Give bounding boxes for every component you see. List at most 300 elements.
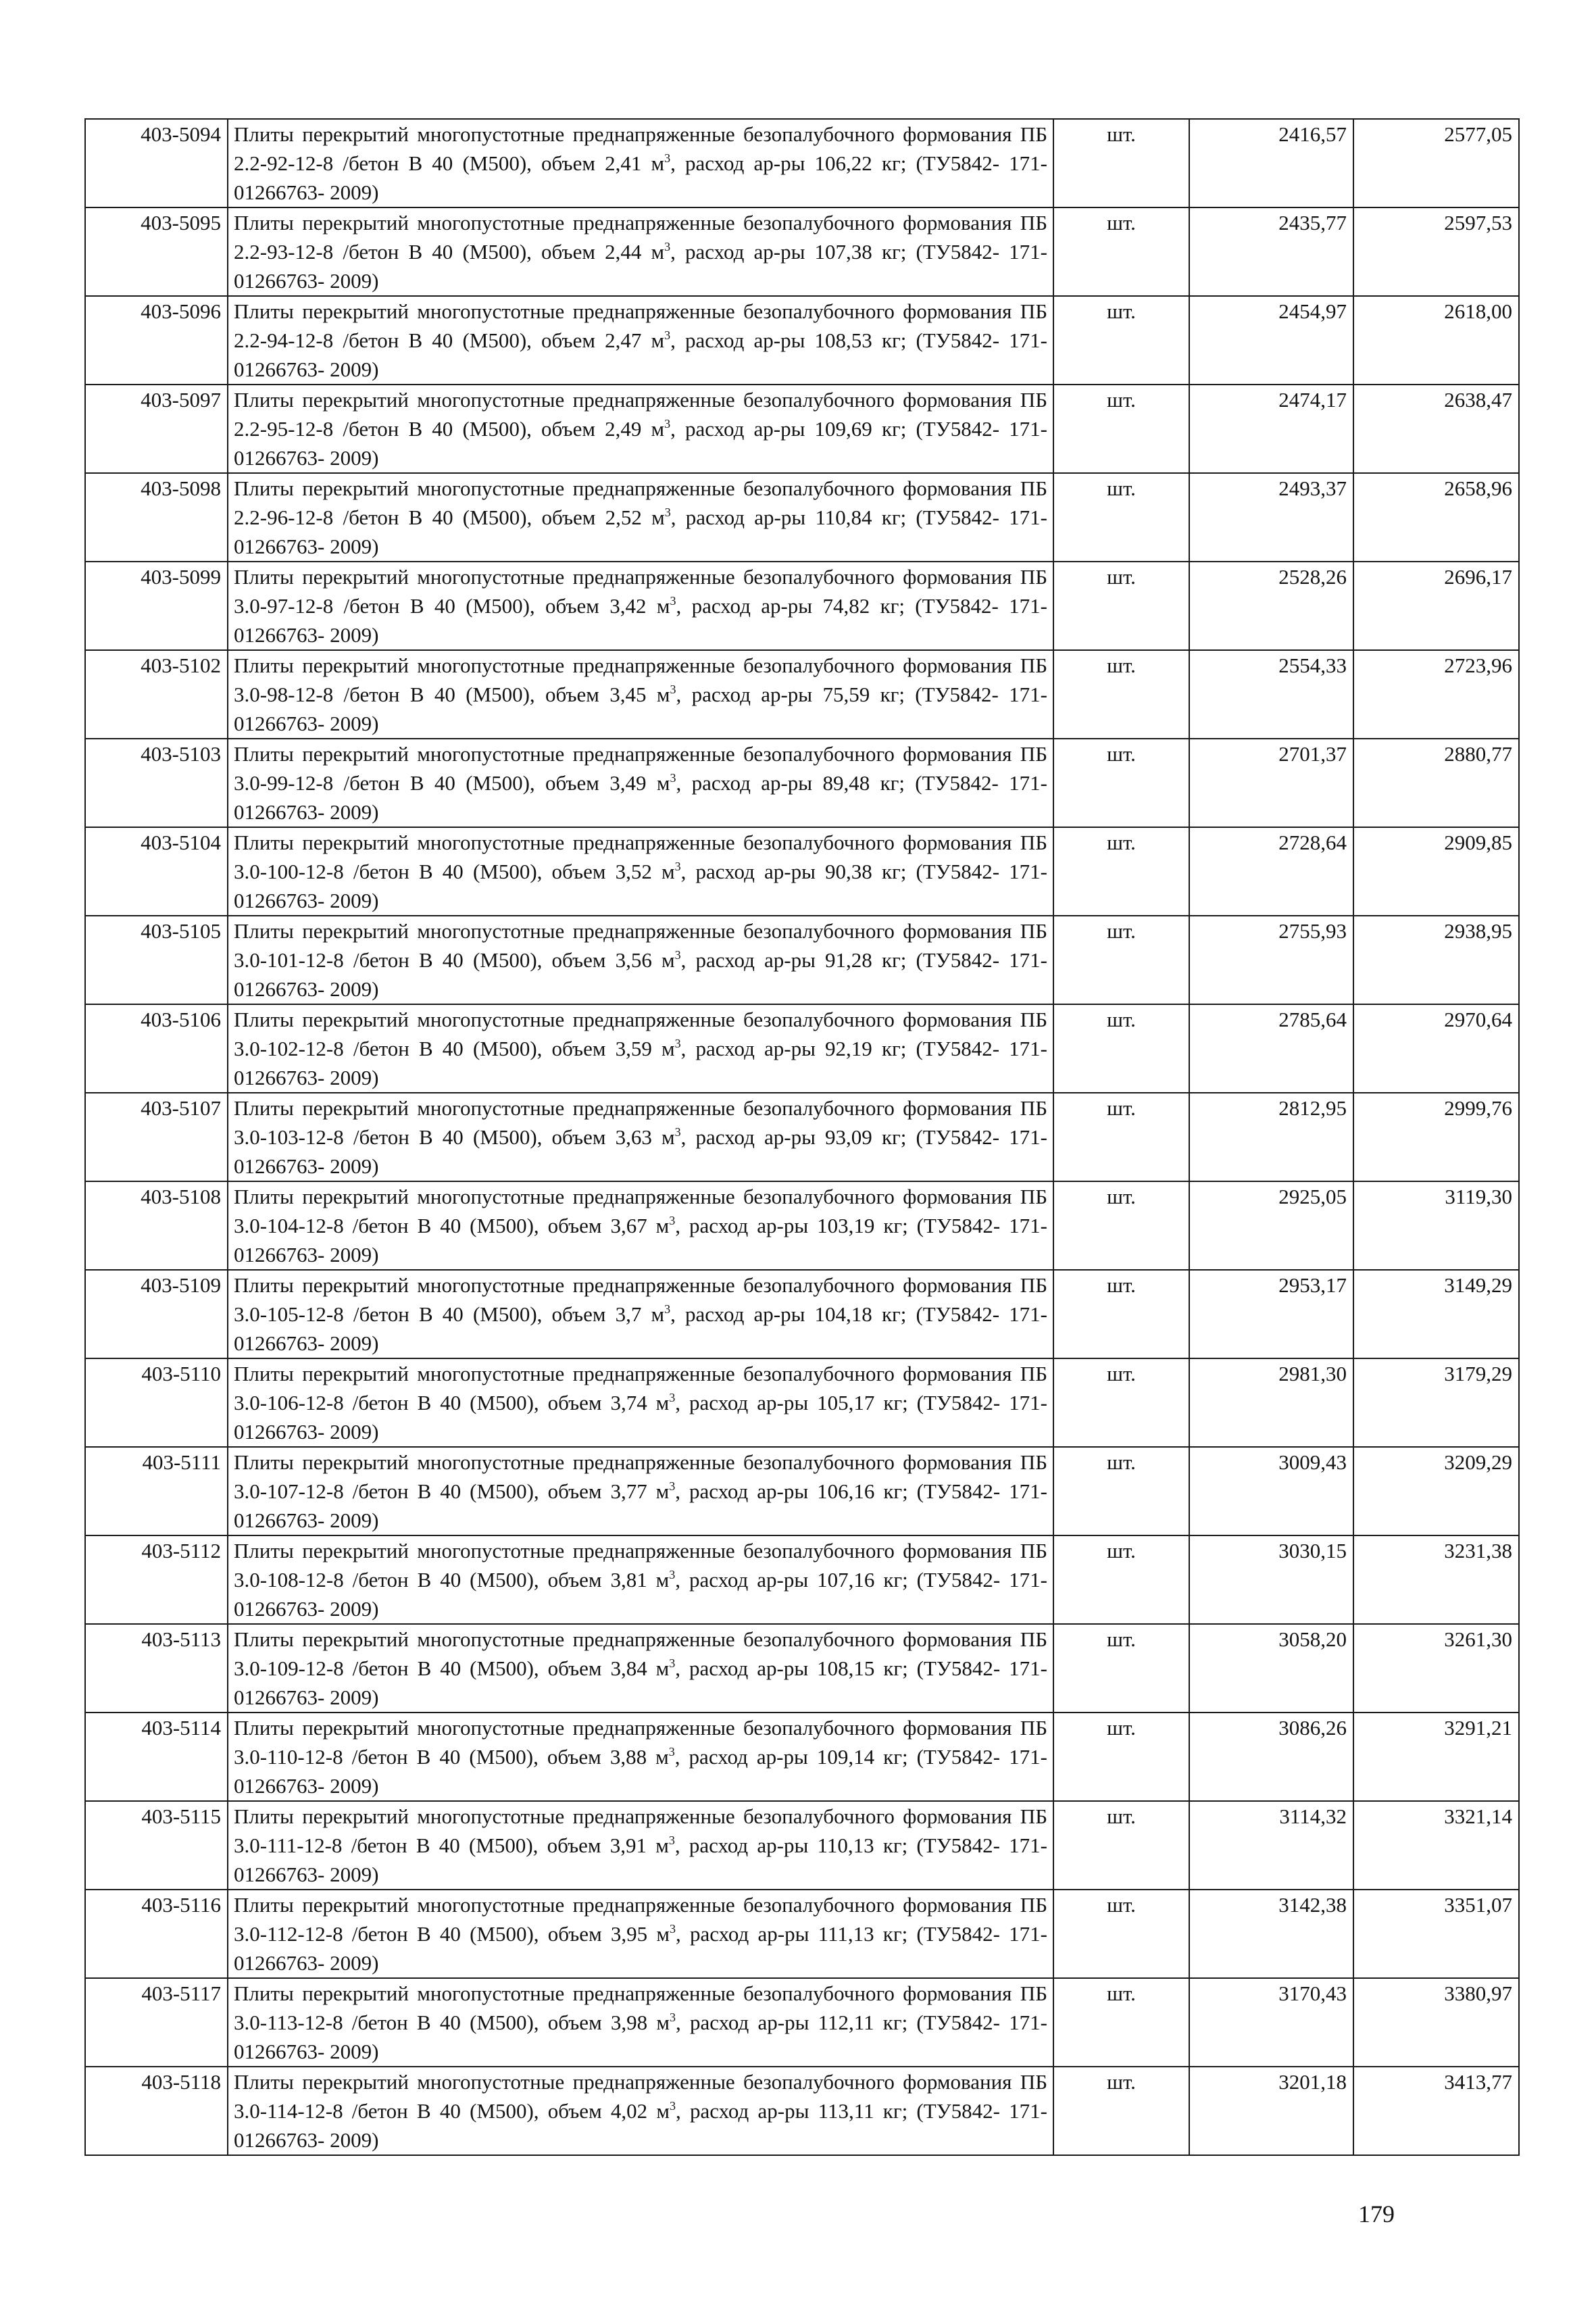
price-column-2 [1353,1358,1519,1447]
price-1-text: 3114,32 [1279,1804,1347,1828]
description-tail: , расход ар-ры 109,69 кг; (ТУ5842- 171- 01266763- 2009) [234,417,1047,470]
table-row [85,1535,1519,1624]
description-tail: , расход ар-ры 93,09 кг; (ТУ5842- 171- 01266763- 2009) [234,1125,1047,1178]
unit-text: шт. [1107,565,1136,589]
price-1-text: 2812,95 [1278,1096,1347,1120]
price-column-2 [1353,1181,1519,1270]
unit-text: шт. [1107,2070,1136,2094]
item-description [228,1093,1053,1181]
price-column-2 [1353,385,1519,473]
item-code-text: 403-5111 [142,1450,221,1474]
table-row [85,473,1519,562]
item-code-text: 403-5107 [141,1096,221,1120]
price-2-text: 2938,95 [1444,919,1512,943]
price-column-2 [1353,2067,1519,2155]
item-code-text: 403-5112 [141,1539,221,1562]
price-column-1 [1189,1181,1353,1270]
item-code-text: 403-5109 [141,1273,221,1297]
unit-text: шт. [1107,1716,1136,1740]
price-1-text: 2728,64 [1278,831,1347,854]
description-text: Плиты перекрытий многопустотные преднапряженные безопалубочного формования ПБ 3.0-107-12-8 /бетон В 40 (М500), объем 3,77 м [234,1450,1047,1503]
unit-text: шт. [1107,299,1136,323]
price-2-text: 3380,97 [1444,1981,1512,2005]
table-row [85,650,1519,739]
unit-text: шт. [1107,211,1136,235]
price-column-2 [1353,1447,1519,1535]
unit-superscript: 3 [664,240,671,253]
price-1-text: 2925,05 [1278,1185,1347,1208]
price-1-text: 3009,43 [1278,1450,1347,1474]
item-code-text: 403-5096 [141,299,221,323]
item-code [85,650,228,739]
price-1-text: 2416,57 [1278,122,1347,146]
description-tail: , расход ар-ры 107,16 кг; (ТУ5842- 171- 01266763- 2009) [234,1568,1047,1621]
unit-text: шт. [1107,1539,1136,1562]
item-description [228,385,1053,473]
item-description [228,739,1053,827]
price-2-text: 2970,64 [1444,1008,1512,1031]
description-text: Плиты перекрытий многопустотные преднапряженные безопалубочного формования ПБ 3.0-111-12-8 /бетон В 40 (М500), объем 3,91 м [234,1804,1047,1857]
unit-text: шт. [1107,831,1136,854]
unit-superscript: 3 [670,2099,676,2113]
description-tail: , расход ар-ры 106,22 кг; (ТУ5842- 171- 01266763- 2009) [234,151,1047,204]
description-text: Плиты перекрытий многопустотные преднапряженные безопалубочного формования ПБ 2.2-95-12-8 /бетон В 40 (М500), объем 2,49 м [234,388,1047,441]
item-unit [1053,739,1189,827]
price-column-2 [1353,119,1519,207]
item-code-text: 403-5105 [141,919,221,943]
price-1-text: 3086,26 [1278,1716,1347,1740]
item-description [228,1890,1053,1978]
price-column-2 [1353,207,1519,296]
item-code-text: 403-5113 [141,1627,221,1651]
price-column-1 [1189,1713,1353,1801]
price-2-text: 2880,77 [1444,742,1512,766]
unit-superscript: 3 [668,1745,675,1758]
price-column-1 [1189,1447,1353,1535]
price-2-text: 2618,00 [1444,299,1512,323]
price-column-1 [1189,207,1353,296]
description-text: Плиты перекрытий многопустотные преднапряженные безопалубочного формования ПБ 3.0-114-12-8 /бетон В 40 (М500), объем 4,02 м [234,2070,1047,2123]
price-column-1 [1189,1978,1353,2067]
item-code-text: 403-5098 [141,476,221,500]
unit-superscript: 3 [674,1125,681,1139]
item-code-text: 403-5114 [141,1716,221,1740]
unit-superscript: 3 [664,1302,671,1316]
price-column-1 [1189,827,1353,916]
price-column-1 [1189,1801,1353,1890]
item-code-text: 403-5095 [141,211,221,235]
description-text: Плиты перекрытий многопустотные преднапряженные безопалубочного формования ПБ 3.0-98-12-8 /бетон В 40 (М500), объем 3,45 м [234,654,1047,706]
description-tail: , расход ар-ры 107,38 кг; (ТУ5842- 171- 01266763- 2009) [234,240,1047,293]
price-column-1 [1189,473,1353,562]
item-description [228,296,1053,385]
unit-superscript: 3 [670,771,676,785]
price-column-1 [1189,1358,1353,1447]
unit-superscript: 3 [669,1214,676,1227]
price-column-2 [1353,739,1519,827]
item-code [85,827,228,916]
item-code-text: 403-5099 [141,565,221,589]
price-column-1 [1189,296,1353,385]
item-code [85,1270,228,1358]
item-unit [1053,827,1189,916]
item-code [85,1624,228,1713]
description-text: Плиты перекрытий многопустотные преднапряженные безопалубочного формования ПБ 3.0-108-12-8 /бетон В 40 (М500), объем 3,81 м [234,1539,1047,1592]
item-description [228,1535,1053,1624]
item-unit [1053,1801,1189,1890]
price-2-text: 3179,29 [1444,1362,1512,1385]
description-text: Плиты перекрытий многопустотные преднапряженные безопалубочного формования ПБ 3.0-106-12-8 /бетон В 40 (М500), объем 3,74 м [234,1362,1047,1414]
item-code-text: 403-5102 [141,654,221,677]
item-unit [1053,207,1189,296]
price-1-text: 2554,33 [1278,654,1347,677]
item-code [85,1358,228,1447]
item-code [85,562,228,650]
price-column-2 [1353,1535,1519,1624]
description-tail: , расход ар-ры 110,13 кг; (ТУ5842- 171- 01266763- 2009) [234,1833,1048,1886]
unit-superscript: 3 [670,1922,676,1936]
description-text: Плиты перекрытий многопустотные преднапряженные безопалубочного формования ПБ 2.2-94-12-8 /бетон В 40 (М500), объем 2,47 м [234,299,1047,352]
description-tail: , расход ар-ры 89,48 кг; (ТУ5842- 171- 01266763- 2009) [234,771,1047,824]
item-code-text: 403-5108 [141,1185,221,1208]
price-column-1 [1189,562,1353,650]
price-2-text: 3351,07 [1444,1893,1512,1917]
price-1-text: 2953,17 [1278,1273,1347,1297]
unit-superscript: 3 [664,151,671,165]
table-row [85,1624,1519,1713]
price-column-2 [1353,562,1519,650]
description-tail: , расход ар-ры 106,16 кг; (ТУ5842- 171- 01266763- 2009) [234,1479,1047,1532]
item-code [85,1447,228,1535]
item-unit [1053,1535,1189,1624]
item-unit [1053,296,1189,385]
unit-text: шт. [1107,1273,1136,1297]
item-unit [1053,2067,1189,2155]
price-2-text: 2638,47 [1444,388,1512,412]
price-column-1 [1189,119,1353,207]
price-column-1 [1189,1890,1353,1978]
description-text: Плиты перекрытий многопустотные преднапряженные безопалубочного формования ПБ 3.0-103-12-8 /бетон В 40 (М500), объем 3,63 м [234,1096,1047,1149]
item-description [228,1270,1053,1358]
price-1-text: 3201,18 [1278,2070,1347,2094]
price-column-2 [1353,1624,1519,1713]
unit-superscript: 3 [674,948,681,962]
description-tail: , расход ар-ры 113,11 кг; (ТУ5842- 171- 01266763- 2009) [234,2099,1047,2152]
price-2-text: 2577,05 [1444,122,1512,146]
price-column-1 [1189,916,1353,1004]
description-tail: , расход ар-ры 74,82 кг; (ТУ5842- 171- 01266763- 2009) [234,594,1047,647]
price-column-2 [1353,1713,1519,1801]
price-column-2 [1353,1978,1519,2067]
price-2-text: 3119,30 [1445,1185,1512,1208]
item-code [85,207,228,296]
item-code [85,1978,228,2067]
description-tail: , расход ар-ры 110,84 кг; (ТУ5842- 171- 01266763- 2009) [234,506,1047,558]
item-code [85,1801,228,1890]
item-unit [1053,650,1189,739]
price-1-text: 2755,93 [1278,919,1347,943]
unit-superscript: 3 [669,1656,676,1670]
unit-superscript: 3 [670,683,676,696]
unit-text: шт. [1107,1450,1136,1474]
price-1-text: 2785,64 [1278,1008,1347,1031]
unit-text: шт. [1107,476,1136,500]
price-column-1 [1189,739,1353,827]
price-column-2 [1353,1890,1519,1978]
price-1-text: 3170,43 [1278,1981,1347,2005]
item-unit [1053,1713,1189,1801]
price-column-1 [1189,650,1353,739]
price-1-text: 2981,30 [1278,1362,1347,1385]
description-tail: , расход ар-ры 91,28 кг; (ТУ5842- 171- 01266763- 2009) [234,948,1047,1001]
unit-superscript: 3 [664,417,671,430]
price-1-text: 2493,37 [1278,476,1347,500]
item-description [228,916,1053,1004]
description-text: Плиты перекрытий многопустотные преднапряженные безопалубочного формования ПБ 2.2-92-12-8 /бетон В 40 (М500), объем 2,41 м [234,122,1047,175]
price-1-text: 2701,37 [1278,742,1347,766]
price-column-2 [1353,1093,1519,1181]
description-text: Плиты перекрытий многопустотные преднапряженные безопалубочного формования ПБ 3.0-109-12-8 /бетон В 40 (М500), объем 3,84 м [234,1627,1047,1680]
item-code-text: 403-5118 [141,2070,221,2094]
table-row [85,207,1519,296]
description-text: Плиты перекрытий многопустотные преднапряженные безопалубочного формования ПБ 3.0-97-12-8 /бетон В 40 (М500), объем 3,42 м [234,565,1047,618]
price-column-1 [1189,1270,1353,1358]
unit-text: шт. [1107,388,1136,412]
item-code [85,1713,228,1801]
item-unit [1053,473,1189,562]
item-description [228,207,1053,296]
item-unit [1053,1447,1189,1535]
item-unit [1053,562,1189,650]
item-unit [1053,385,1189,473]
item-unit [1053,1181,1189,1270]
item-code-text: 403-5094 [141,122,221,146]
description-text: Плиты перекрытий многопустотные преднапряженные безопалубочного формования ПБ 3.0-99-12-8 /бетон В 40 (М500), объем 3,49 м [234,742,1047,795]
price-2-text: 3261,30 [1444,1627,1512,1651]
item-description [228,1624,1053,1713]
price-1-text: 3142,38 [1278,1893,1347,1917]
table-row [85,1978,1519,2067]
price-2-text: 3321,14 [1444,1804,1512,1828]
price-column-2 [1353,1801,1519,1890]
price-2-text: 2597,53 [1444,211,1512,235]
description-text: Плиты перекрытий многопустотные преднапряженные безопалубочного формования ПБ 3.0-110-12-8 /бетон В 40 (М500), объем 3,88 м [234,1716,1047,1769]
description-tail: , расход ар-ры 90,38 кг; (ТУ5842- 171- 01266763- 2009) [234,860,1047,912]
item-code-text: 403-5110 [141,1362,221,1385]
item-code-text: 403-5104 [141,831,221,854]
description-tail: , расход ар-ры 75,59 кг; (ТУ5842- 171- 01266763- 2009) [234,683,1047,735]
item-unit [1053,1978,1189,2067]
unit-superscript: 3 [668,1833,675,1847]
unit-text: шт. [1107,1185,1136,1208]
page-number: 179 [1358,2200,1395,2227]
item-description [228,1004,1053,1093]
table-row [85,1801,1519,1890]
price-1-text: 3058,20 [1278,1627,1347,1651]
table-row [85,562,1519,650]
item-code-text: 403-5116 [141,1893,221,1917]
item-unit [1053,119,1189,207]
description-tail: , расход ар-ры 92,19 кг; (ТУ5842- 171- 01266763- 2009) [234,1037,1047,1089]
price-2-text: 3291,21 [1444,1716,1512,1740]
item-description [228,1713,1053,1801]
table-row [85,1447,1519,1535]
price-column-2 [1353,916,1519,1004]
item-description [228,650,1053,739]
unit-text: шт. [1107,919,1136,943]
description-text: Плиты перекрытий многопустотные преднапряженные безопалубочного формования ПБ 3.0-105-12-8 /бетон В 40 (М500), объем 3,7 м [234,1273,1047,1326]
price-column-2 [1353,650,1519,739]
unit-superscript: 3 [664,506,671,519]
item-description [228,562,1053,650]
unit-text: шт. [1107,1804,1136,1828]
item-unit [1053,1358,1189,1447]
description-tail: , расход ар-ры 111,13 кг; (ТУ5842- 171- 01266763- 2009) [234,1922,1047,1975]
unit-superscript: 3 [674,860,681,873]
description-text: Плиты перекрытий многопустотные преднапряженные безопалубочного формования ПБ 2.2-96-12-8 /бетон В 40 (М500), объем 2,52 м [234,476,1047,529]
price-column-2 [1353,296,1519,385]
item-code [85,1004,228,1093]
description-text: Плиты перекрытий многопустотные преднапряженные безопалубочного формования ПБ 3.0-113-12-8 /бетон В 40 (М500), объем 3,98 м [234,1981,1047,2034]
item-unit [1053,1270,1189,1358]
price-2-text: 2909,85 [1444,831,1512,854]
item-code [85,1890,228,1978]
item-code [85,473,228,562]
price-column-1 [1189,1004,1353,1093]
description-text: Плиты перекрытий многопустотные преднапряженные безопалубочного формования ПБ 3.0-100-12-8 /бетон В 40 (М500), объем 3,52 м [234,831,1047,883]
price-2-text: 2658,96 [1444,476,1512,500]
price-1-text: 3030,15 [1278,1539,1347,1562]
table-row [85,1713,1519,1801]
price-2-text: 3413,77 [1444,2070,1512,2094]
price-1-text: 2528,26 [1278,565,1347,589]
description-tail: , расход ар-ры 108,53 кг; (ТУ5842- 171- 01266763- 2009) [234,328,1047,381]
table-row [85,1093,1519,1181]
item-unit [1053,1093,1189,1181]
item-description [228,1978,1053,2067]
item-code [85,119,228,207]
unit-text: шт. [1107,1627,1136,1651]
item-description [228,1358,1053,1447]
price-2-text: 3231,38 [1444,1539,1512,1562]
description-tail: , расход ар-ры 104,18 кг; (ТУ5842- 171- 01266763- 2009) [234,1302,1047,1355]
table-row [85,1004,1519,1093]
item-description [228,827,1053,916]
item-unit [1053,916,1189,1004]
table-row [85,827,1519,916]
item-code-text: 403-5103 [141,742,221,766]
item-code [85,1181,228,1270]
price-1-text: 2435,77 [1278,211,1347,235]
unit-superscript: 3 [670,594,676,608]
description-text: Плиты перекрытий многопустотные преднапряженные безопалубочного формования ПБ 3.0-102-12-8 /бетон В 40 (М500), объем 3,59 м [234,1008,1047,1060]
item-description [228,1181,1053,1270]
description-tail: , расход ар-ры 105,17 кг; (ТУ5842- 171- 01266763- 2009) [234,1391,1047,1444]
description-tail: , расход ар-ры 112,11 кг; (ТУ5842- 171- 01266763- 2009) [234,2011,1047,2063]
table-row [85,916,1519,1004]
item-description [228,473,1053,562]
item-code-text: 403-5097 [141,388,221,412]
item-code [85,739,228,827]
unit-text: шт. [1107,654,1136,677]
price-column-2 [1353,1270,1519,1358]
price-2-text: 3209,29 [1444,1450,1512,1474]
item-code [85,385,228,473]
unit-superscript: 3 [669,1479,676,1493]
item-code-text: 403-5115 [141,1804,221,1828]
unit-text: шт. [1107,122,1136,146]
unit-text: шт. [1107,1362,1136,1385]
unit-text: шт. [1107,1008,1136,1031]
price-column-1 [1189,1624,1353,1713]
price-2-text: 2723,96 [1444,654,1512,677]
table-row [85,1358,1519,1447]
price-column-1 [1189,385,1353,473]
table-body [85,119,1519,2155]
unit-superscript: 3 [670,2011,676,2024]
price-column-1 [1189,1535,1353,1624]
table-row [85,2067,1519,2155]
description-tail: , расход ар-ры 103,19 кг; (ТУ5842- 171- 01266763- 2009) [234,1214,1047,1266]
price-table [84,118,1520,2156]
price-2-text: 2999,76 [1444,1096,1512,1120]
price-2-text: 3149,29 [1444,1273,1512,1297]
price-1-text: 2454,97 [1278,299,1347,323]
price-column-2 [1353,827,1519,916]
item-code [85,1535,228,1624]
item-unit [1053,1890,1189,1978]
item-description [228,2067,1053,2155]
table-row [85,739,1519,827]
item-code-text: 403-5106 [141,1008,221,1031]
item-description [228,1801,1053,1890]
description-text: Плиты перекрытий многопустотные преднапряженные безопалубочного формования ПБ 3.0-104-12-8 /бетон В 40 (М500), объем 3,67 м [234,1185,1047,1237]
price-column-2 [1353,1004,1519,1093]
price-column-2 [1353,473,1519,562]
item-code [85,1093,228,1181]
unit-text: шт. [1107,1893,1136,1917]
item-unit [1053,1624,1189,1713]
description-text: Плиты перекрытий многопустотные преднапряженные безопалубочного формования ПБ 2.2-93-12-8 /бетон В 40 (М500), объем 2,44 м [234,211,1047,264]
price-2-text: 2696,17 [1444,565,1512,589]
item-code [85,296,228,385]
item-description [228,1447,1053,1535]
table-row [85,296,1519,385]
item-code-text: 403-5117 [141,1981,221,2005]
unit-text: шт. [1107,742,1136,766]
unit-superscript: 3 [664,328,671,342]
description-tail: , расход ар-ры 108,15 кг; (ТУ5842- 171- 01266763- 2009) [234,1656,1047,1709]
unit-text: шт. [1107,1096,1136,1120]
table-row [85,1181,1519,1270]
item-code [85,916,228,1004]
table-row [85,119,1519,207]
description-text: Плиты перекрытий многопустотные преднапряженные безопалубочного формования ПБ 3.0-101-12-8 /бетон В 40 (М500), объем 3,56 м [234,919,1047,972]
item-description [228,119,1053,207]
item-code [85,2067,228,2155]
price-1-text: 2474,17 [1278,388,1347,412]
item-unit [1053,1004,1189,1093]
table-row [85,1270,1519,1358]
unit-text: шт. [1107,1981,1136,2005]
description-tail: , расход ар-ры 109,14 кг; (ТУ5842- 171- 01266763- 2009) [234,1745,1047,1798]
table-row [85,385,1519,473]
price-column-1 [1189,1093,1353,1181]
unit-superscript: 3 [674,1037,681,1050]
unit-superscript: 3 [669,1391,676,1404]
price-column-1 [1189,2067,1353,2155]
table-row [85,1890,1519,1978]
